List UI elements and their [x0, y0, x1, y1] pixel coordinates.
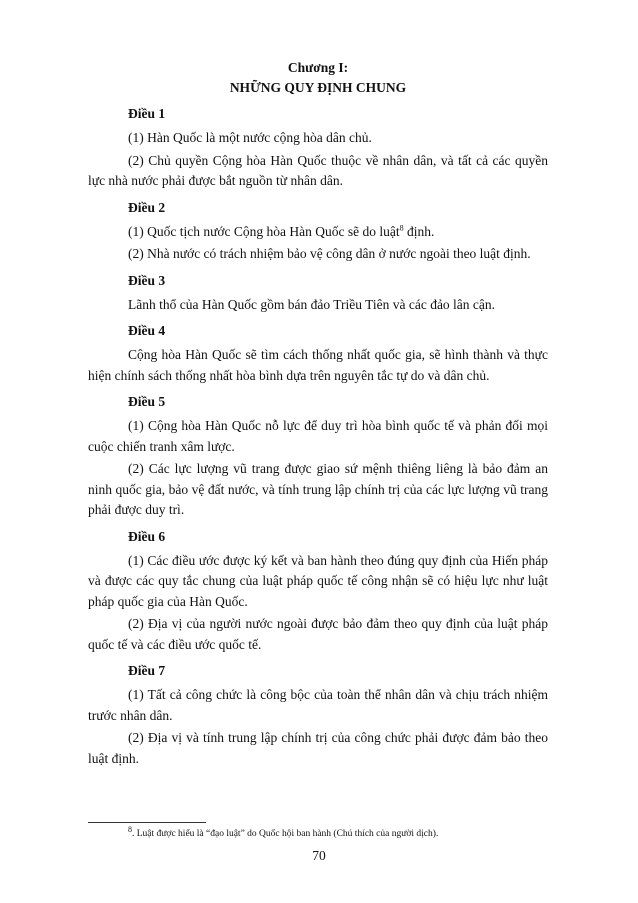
article-heading: Điều 1 — [128, 106, 166, 121]
article-paragraph: (2) Các lực lượng vũ trang được giao sứ mệnh thiêng liêng là bảo đảm an ninh quốc gia, bảo vệ đất nước, và tính trung lập chính trị của các lực lượng vũ trang phải được duy trì. — [88, 461, 548, 517]
article-paragraph: (1) Cộng hòa Hàn Quốc nỗ lực để duy trì hòa bình quốc tế và phản đối mọi cuộc chiến tranh xâm lược. — [88, 418, 548, 454]
document-body — [88, 58, 548, 771]
paragraph-text: định. — [403, 223, 435, 239]
article-paragraph: (2) Địa vị và tính trung lập chính trị của công chức phải được đảm bảo theo luật định. — [88, 730, 548, 766]
article-heading: Điều 5 — [128, 394, 166, 409]
paragraph-text: (1) Quốc tịch nước Cộng hòa Hàn Quốc sẽ do luật — [128, 223, 400, 239]
footnote-reference[interactable]: 8 — [399, 223, 404, 232]
chapter-title: Chương I: — [287, 60, 349, 75]
footnote — [88, 824, 548, 841]
article-paragraph: (2) Nhà nước có trách nhiệm bảo vệ công dân ở nước ngoài theo luật định. — [128, 246, 531, 261]
article-paragraph: Cộng hòa Hàn Quốc sẽ tìm cách thống nhất quốc gia, sẽ hình thành và thực hiện chính sách thống nhất hòa bình dựa trên nguyên tắc tự do và dân chủ. — [88, 347, 548, 383]
article-heading: Điều 3 — [128, 272, 166, 288]
page-number: 70 — [312, 848, 326, 863]
article-heading: Điều 6 — [128, 528, 166, 544]
article-heading: Điều 2 — [128, 199, 166, 215]
footnote-marker: 8 — [128, 824, 132, 834]
footnote-divider — [88, 822, 206, 823]
article-paragraph: (1) Hàn Quốc là một nước cộng hòa dân chủ. — [128, 130, 372, 145]
article-paragraph: (1) Tất cả công chức là công bộc của toàn thể nhân dân và chịu trách nhiệm trước nhân dân. — [88, 687, 548, 723]
article-paragraph — [88, 222, 548, 243]
article-paragraph: (2) Chủ quyền Cộng hòa Hàn Quốc thuộc về nhân dân, và tất cả các quyền lực nhà nước phải được bắt nguồn từ nhân dân. — [88, 152, 548, 188]
footnote-text: . Luật được hiểu là “đạo luật” do Quốc hội ban hành (Chú thích của người dịch). — [132, 829, 439, 839]
article-paragraph: Lãnh thổ của Hàn Quốc gồm bán đảo Triều Tiên và các đảo lân cận. — [128, 296, 496, 312]
article-heading: Điều 7 — [128, 663, 166, 678]
article-paragraph: (1) Các điều ước được ký kết và ban hành theo đúng quy định của Hiến pháp và được các quy tắc chung của luật pháp quốc tế công nhận sẽ có hiệu lực như luật pháp quốc gia của Hàn Quốc. — [88, 552, 548, 609]
article-paragraph: (2) Địa vị của người nước ngoài được bảo đảm theo quy định của luật pháp quốc tế và các điều ước quốc tế. — [88, 616, 548, 652]
chapter-subtitle: NHỮNG QUY ĐỊNH CHUNG — [229, 80, 407, 95]
article-heading: Điều 4 — [128, 323, 166, 338]
